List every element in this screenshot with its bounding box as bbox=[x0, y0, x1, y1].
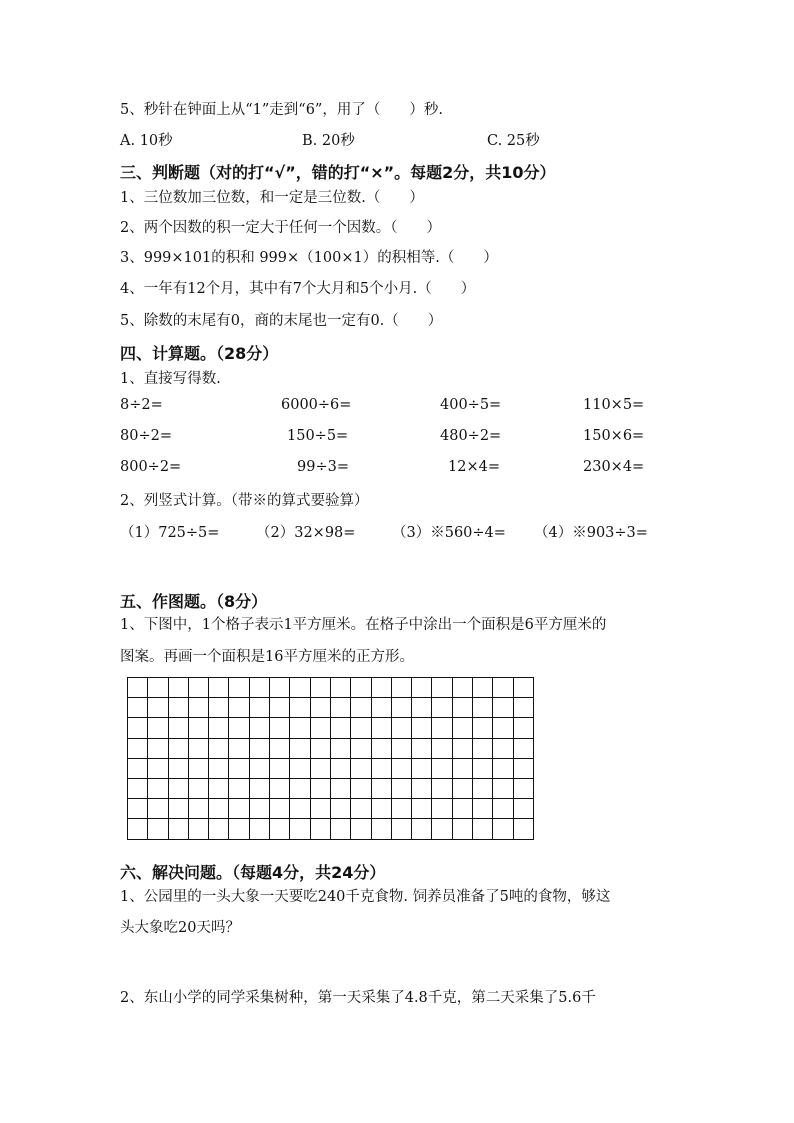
grid-cell[interactable] bbox=[290, 678, 310, 698]
grid-cell[interactable] bbox=[148, 738, 168, 758]
calc-sub1: 1、直接写得数. bbox=[120, 371, 221, 387]
grid-cell[interactable] bbox=[270, 799, 290, 819]
calc-sub2: 2、列竖式计算。（带※的算式要验算） bbox=[120, 493, 369, 509]
grid-cell[interactable] bbox=[209, 799, 229, 819]
grid-cell[interactable] bbox=[371, 698, 391, 718]
problem-2: 2、东山小学的同学采集树种，第一天采集了4.8千克，第二天采集了5.6千 bbox=[120, 990, 596, 1006]
drawing-text-1: 1、下图中，1个格子表示1平方厘米。在格子中涂出一个面积是6平方厘米的 bbox=[120, 617, 607, 633]
grid-cell[interactable] bbox=[209, 778, 229, 798]
grid-cell[interactable] bbox=[391, 718, 411, 738]
grid-cell[interactable] bbox=[168, 678, 188, 698]
grid-cell[interactable] bbox=[351, 758, 371, 778]
grid-cell[interactable] bbox=[310, 718, 330, 738]
option-b: B. 20秒 bbox=[302, 133, 355, 149]
grid-cell[interactable] bbox=[452, 778, 472, 798]
grid-cell[interactable] bbox=[330, 718, 350, 738]
grid-cell[interactable] bbox=[330, 738, 350, 758]
grid-cell[interactable] bbox=[391, 799, 411, 819]
grid-cell[interactable] bbox=[249, 758, 269, 778]
grid-cell[interactable] bbox=[371, 678, 391, 698]
grid-cell[interactable] bbox=[128, 718, 148, 738]
grid-cell[interactable] bbox=[209, 678, 229, 698]
question-5: 5、秒针在钟面上从“1”走到“6”，用了（ ）秒. bbox=[120, 102, 443, 118]
grid-cell[interactable] bbox=[371, 738, 391, 758]
grid-cell[interactable] bbox=[209, 738, 229, 758]
grid-cell[interactable] bbox=[452, 819, 472, 839]
grid-cell[interactable] bbox=[432, 799, 452, 819]
grid-cell[interactable] bbox=[351, 799, 371, 819]
grid-cell[interactable] bbox=[391, 778, 411, 798]
grid-cell[interactable] bbox=[432, 758, 452, 778]
section-6-title: 六、解决问题。（每题4分，共24分） bbox=[120, 863, 386, 882]
grid-cell[interactable] bbox=[128, 758, 148, 778]
section-3-title: 三、判断题（对的打“√”，错的打“×”。每题2分，共10分） bbox=[120, 163, 556, 182]
grid-cell[interactable] bbox=[229, 738, 249, 758]
grid-cell[interactable] bbox=[452, 678, 472, 698]
grid-cell[interactable] bbox=[391, 738, 411, 758]
grid-cell[interactable] bbox=[473, 678, 493, 698]
grid-cell[interactable] bbox=[188, 819, 208, 839]
grid-cell[interactable] bbox=[290, 718, 310, 738]
grid-cell[interactable] bbox=[310, 819, 330, 839]
grid-cell[interactable] bbox=[270, 819, 290, 839]
grid-cell[interactable] bbox=[249, 698, 269, 718]
grid-cell[interactable] bbox=[473, 799, 493, 819]
grid-cell[interactable] bbox=[270, 698, 290, 718]
grid-row bbox=[128, 799, 534, 819]
grid-cell[interactable] bbox=[452, 738, 472, 758]
grid-cell[interactable] bbox=[391, 678, 411, 698]
calc-cell: 800÷2= bbox=[120, 459, 182, 475]
drawing-text-2: 图案。再画一个面积是16平方厘米的正方形。 bbox=[120, 649, 414, 665]
calc-cell: 230×4= bbox=[583, 459, 645, 475]
grid-cell[interactable] bbox=[513, 718, 533, 738]
grid-cell[interactable] bbox=[391, 758, 411, 778]
grid-cell[interactable] bbox=[351, 718, 371, 738]
grid-row bbox=[128, 778, 534, 798]
grid-cell[interactable] bbox=[290, 778, 310, 798]
judge-item-1: 1、三位数加三位数，和一定是三位数.（ ） bbox=[120, 190, 424, 206]
grid-cell[interactable] bbox=[148, 758, 168, 778]
grid-cell[interactable] bbox=[473, 698, 493, 718]
grid-cell[interactable] bbox=[249, 799, 269, 819]
grid-cell[interactable] bbox=[249, 678, 269, 698]
grid-cell[interactable] bbox=[452, 758, 472, 778]
grid-cell[interactable] bbox=[168, 799, 188, 819]
grid-cell[interactable] bbox=[249, 738, 269, 758]
grid-cell[interactable] bbox=[128, 698, 148, 718]
grid-cell[interactable] bbox=[128, 678, 148, 698]
grid-row bbox=[128, 698, 534, 718]
grid-cell[interactable] bbox=[168, 698, 188, 718]
grid-cell[interactable] bbox=[391, 698, 411, 718]
grid-cell[interactable] bbox=[351, 698, 371, 718]
grid-cell[interactable] bbox=[188, 718, 208, 738]
grid-cell[interactable] bbox=[148, 778, 168, 798]
grid-cell[interactable] bbox=[229, 678, 249, 698]
vertical-calc-2: （2）32×98= bbox=[256, 525, 356, 541]
grid-cell[interactable] bbox=[209, 758, 229, 778]
judge-item-4: 4、一年有12个月，其中有7个大月和5个小月.（ ） bbox=[120, 281, 476, 297]
grid-cell[interactable] bbox=[290, 758, 310, 778]
grid-cell[interactable] bbox=[473, 738, 493, 758]
grid-cell[interactable] bbox=[188, 678, 208, 698]
grid-cell[interactable] bbox=[290, 819, 310, 839]
grid-cell[interactable] bbox=[310, 698, 330, 718]
grid-cell[interactable] bbox=[493, 819, 513, 839]
grid-cell[interactable] bbox=[412, 698, 432, 718]
problem-1-line-2: 头大象吃20天吗？ bbox=[120, 920, 240, 936]
grid-cell[interactable] bbox=[473, 718, 493, 738]
grid-cell[interactable] bbox=[371, 758, 391, 778]
grid-cell[interactable] bbox=[148, 819, 168, 839]
grid-cell[interactable] bbox=[148, 718, 168, 738]
grid-cell[interactable] bbox=[513, 758, 533, 778]
grid-cell[interactable] bbox=[371, 778, 391, 798]
grid-cell[interactable] bbox=[412, 758, 432, 778]
section-4-title: 四、计算题。（28分） bbox=[120, 344, 279, 363]
grid-cell[interactable] bbox=[168, 778, 188, 798]
grid-cell[interactable] bbox=[188, 738, 208, 758]
grid-cell[interactable] bbox=[412, 718, 432, 738]
calc-cell: 80÷2= bbox=[120, 428, 172, 444]
grid-cell[interactable] bbox=[249, 819, 269, 839]
judge-item-5: 5、除数的末尾有0，商的末尾也一定有0.（ ） bbox=[120, 313, 443, 329]
grid-cell[interactable] bbox=[452, 799, 472, 819]
grid-cell[interactable] bbox=[128, 799, 148, 819]
vertical-calc-1: （1）725÷5= bbox=[120, 525, 220, 541]
judge-item-2: 2、两个因数的积一定大于任何一个因数。（ ） bbox=[120, 220, 441, 236]
grid-cell[interactable] bbox=[270, 718, 290, 738]
grid-cell[interactable] bbox=[310, 678, 330, 698]
grid-cell[interactable] bbox=[310, 778, 330, 798]
grid-cell[interactable] bbox=[209, 819, 229, 839]
grid-row bbox=[128, 738, 534, 758]
grid-cell[interactable] bbox=[513, 819, 533, 839]
grid-row bbox=[128, 819, 534, 839]
grid-cell[interactable] bbox=[270, 678, 290, 698]
grid-cell[interactable] bbox=[351, 678, 371, 698]
calc-cell: 8÷2= bbox=[120, 397, 163, 413]
grid-cell[interactable] bbox=[513, 698, 533, 718]
grid-cell[interactable] bbox=[432, 698, 452, 718]
grid-cell[interactable] bbox=[229, 799, 249, 819]
vertical-calc-3: （3）※560÷4= bbox=[392, 525, 506, 541]
grid-cell[interactable] bbox=[513, 738, 533, 758]
grid-cell[interactable] bbox=[513, 678, 533, 698]
grid-cell[interactable] bbox=[249, 718, 269, 738]
grid-cell[interactable] bbox=[432, 819, 452, 839]
grid-cell[interactable] bbox=[330, 698, 350, 718]
grid-cell[interactable] bbox=[493, 799, 513, 819]
judge-item-3: 3、999×101的积和 999×（100×1）的积相等.（ ） bbox=[120, 250, 498, 266]
grid-cell[interactable] bbox=[270, 778, 290, 798]
grid-cell[interactable] bbox=[473, 819, 493, 839]
grid-cell[interactable] bbox=[473, 758, 493, 778]
calc-cell: 150÷5= bbox=[287, 428, 349, 444]
grid-cell[interactable] bbox=[391, 819, 411, 839]
grid-cell[interactable] bbox=[330, 799, 350, 819]
grid-cell[interactable] bbox=[148, 678, 168, 698]
grid-cell[interactable] bbox=[493, 698, 513, 718]
grid-cell[interactable] bbox=[128, 819, 148, 839]
grid-cell[interactable] bbox=[310, 799, 330, 819]
grid-cell[interactable] bbox=[229, 778, 249, 798]
grid-cell[interactable] bbox=[128, 738, 148, 758]
grid-row bbox=[128, 758, 534, 778]
grid-cell[interactable] bbox=[128, 778, 148, 798]
drawing-grid[interactable] bbox=[127, 677, 534, 840]
grid-cell[interactable] bbox=[371, 819, 391, 839]
grid-cell[interactable] bbox=[493, 718, 513, 738]
calc-cell: 400÷5= bbox=[440, 397, 502, 413]
grid-cell[interactable] bbox=[371, 799, 391, 819]
grid-cell[interactable] bbox=[270, 758, 290, 778]
grid-cell[interactable] bbox=[188, 799, 208, 819]
calc-cell: 6000÷6= bbox=[281, 397, 352, 413]
calc-cell: 99÷3= bbox=[297, 459, 349, 475]
grid-cell[interactable] bbox=[188, 758, 208, 778]
grid-cell[interactable] bbox=[270, 738, 290, 758]
grid-cell[interactable] bbox=[148, 698, 168, 718]
calc-cell: 12×4= bbox=[448, 459, 500, 475]
grid-cell[interactable] bbox=[188, 698, 208, 718]
grid-cell[interactable] bbox=[351, 778, 371, 798]
grid-cell[interactable] bbox=[452, 698, 472, 718]
calc-cell: 480÷2= bbox=[440, 428, 502, 444]
grid-cell[interactable] bbox=[351, 819, 371, 839]
grid-cell[interactable] bbox=[209, 698, 229, 718]
grid-cell[interactable] bbox=[229, 698, 249, 718]
grid-row bbox=[128, 718, 534, 738]
grid-cell[interactable] bbox=[432, 778, 452, 798]
grid-cell[interactable] bbox=[290, 698, 310, 718]
grid-cell[interactable] bbox=[330, 778, 350, 798]
grid-cell[interactable] bbox=[310, 758, 330, 778]
grid-cell[interactable] bbox=[168, 738, 188, 758]
grid-cell[interactable] bbox=[412, 778, 432, 798]
problem-1-line-1: 1、公园里的一头大象一天要吃240千克食物. 饲养员准备了5吨的食物，够这 bbox=[120, 889, 611, 905]
grid-row bbox=[128, 678, 534, 698]
option-c: C. 25秒 bbox=[487, 133, 540, 149]
grid-cell[interactable] bbox=[493, 678, 513, 698]
grid-cell[interactable] bbox=[330, 678, 350, 698]
grid-cell[interactable] bbox=[351, 738, 371, 758]
grid-cell[interactable] bbox=[168, 819, 188, 839]
grid-cell[interactable] bbox=[209, 718, 229, 738]
grid-cell[interactable] bbox=[452, 718, 472, 738]
grid-cell[interactable] bbox=[412, 799, 432, 819]
grid-cell[interactable] bbox=[412, 738, 432, 758]
grid-cell[interactable] bbox=[513, 799, 533, 819]
grid-cell[interactable] bbox=[229, 758, 249, 778]
grid-cell[interactable] bbox=[493, 778, 513, 798]
grid-cell[interactable] bbox=[432, 678, 452, 698]
grid-cell[interactable] bbox=[493, 758, 513, 778]
grid-cell[interactable] bbox=[432, 738, 452, 758]
calc-cell: 110×5= bbox=[583, 397, 645, 413]
grid-cell[interactable] bbox=[148, 799, 168, 819]
grid-cell[interactable] bbox=[229, 819, 249, 839]
grid-cell[interactable] bbox=[290, 738, 310, 758]
grid-cell[interactable] bbox=[493, 738, 513, 758]
grid-cell[interactable] bbox=[249, 778, 269, 798]
grid-cell[interactable] bbox=[473, 778, 493, 798]
vertical-calc-4: （4）※903÷3= bbox=[534, 525, 648, 541]
grid-cell[interactable] bbox=[229, 718, 249, 738]
grid-cell[interactable] bbox=[168, 758, 188, 778]
section-5-title: 五、作图题。（8分） bbox=[120, 592, 268, 611]
option-a: A. 10秒 bbox=[120, 133, 173, 149]
grid-cell[interactable] bbox=[188, 778, 208, 798]
grid-cell[interactable] bbox=[412, 819, 432, 839]
grid-cell[interactable] bbox=[168, 718, 188, 738]
calc-cell: 150×6= bbox=[583, 428, 645, 444]
grid-cell[interactable] bbox=[371, 718, 391, 738]
grid-cell[interactable] bbox=[330, 819, 350, 839]
grid-cell[interactable] bbox=[513, 778, 533, 798]
grid-cell[interactable] bbox=[432, 718, 452, 738]
grid-cell[interactable] bbox=[310, 738, 330, 758]
grid-cell[interactable] bbox=[330, 758, 350, 778]
grid-cell[interactable] bbox=[290, 799, 310, 819]
grid-cell[interactable] bbox=[412, 678, 432, 698]
